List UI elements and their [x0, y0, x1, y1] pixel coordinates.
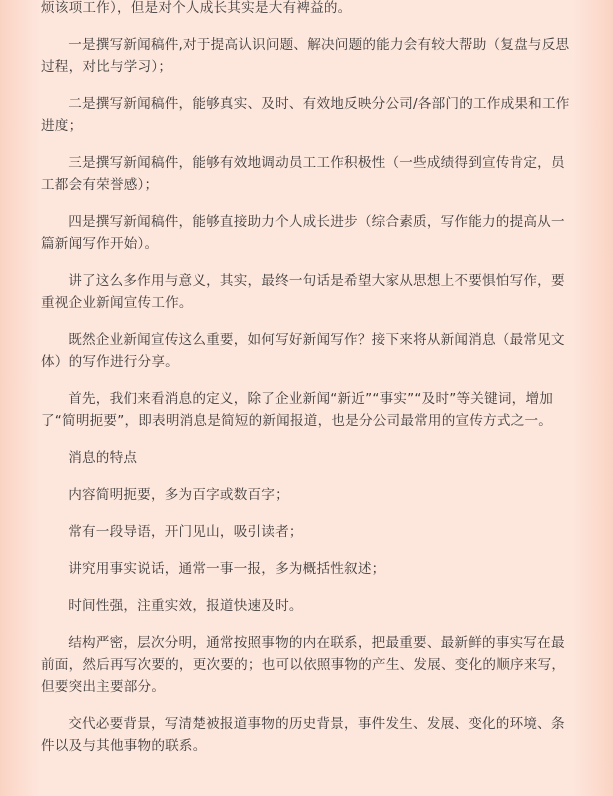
- paragraph-point-two: 二是撰写新闻稿件，能够真实、及时、有效地反映分公司/各部门的工作成果和工作进度；: [41, 96, 570, 134]
- paragraph-feature-facts: 讲究用事实说话，通常一事一报，多为概括性叙述；: [68, 561, 386, 577]
- paragraph-summary: 讲了这么多作用与意义，其实，最终一句话是希望大家从思想上不要惧怕写作，要重视企业新闻宣传工作。: [41, 273, 565, 311]
- paragraph-continuation: 烦该项工作），但是对个人成长其实是大有裨益的。: [41, 0, 352, 16]
- paragraph-feature-structure: 结构严密，层次分明，通常按照事物的内在联系，把最重要、最新鲜的事实写在最前面，然后再写次要的，更次要的；也可以依照事物的产生、发展、变化的顺序来写，但要突出主要部分。: [41, 635, 566, 695]
- article-body: [41, 0, 573, 772]
- paragraph-definition: 首先，我们来看消息的定义，除了企业新闻“新近”“事实”“及时”等关键词，增加了“简明扼要”，即表明消息是简短的新闻报道，也是分公司最常用的宣传方式之一。: [41, 391, 554, 429]
- paragraph-feature-timely: 时间性强，注重实效，报道快速及时。: [68, 598, 303, 614]
- paragraph-feature-lead: 常有一段导语，开门见山，吸引读者；: [68, 524, 303, 540]
- paragraph-feature-concise: 内容简明扼要，多为百字或数百字；: [68, 487, 289, 503]
- paragraph-point-three: 三是撰写新闻稿件，能够有效地调动员工工作积极性（一些成绩得到宣传肯定，员工都会有荣誉感）；: [41, 155, 565, 193]
- paragraph-features-heading: 消息的特点: [68, 450, 138, 466]
- paragraph-feature-background: 交代必要背景，写清楚被报道事物的历史背景，事件发生、发展、变化的环境、条件以及与其他事物的联系。: [41, 716, 565, 754]
- paragraph-point-four: 四是撰写新闻稿件，能够直接助力个人成长进步（综合素质，写作能力的提高从一篇新闻写作开始）。: [41, 214, 565, 252]
- paragraph-transition: 既然企业新闻宣传这么重要，如何写好新闻写作？接下来将从新闻消息（最常见文体）的写作进行分享。: [41, 332, 565, 370]
- paragraph-point-one: 一是撰写新闻稿件,对于提高认识问题、解决问题的能力会有较大帮助（复盘与反思过程，对比与学习）；: [41, 37, 570, 75]
